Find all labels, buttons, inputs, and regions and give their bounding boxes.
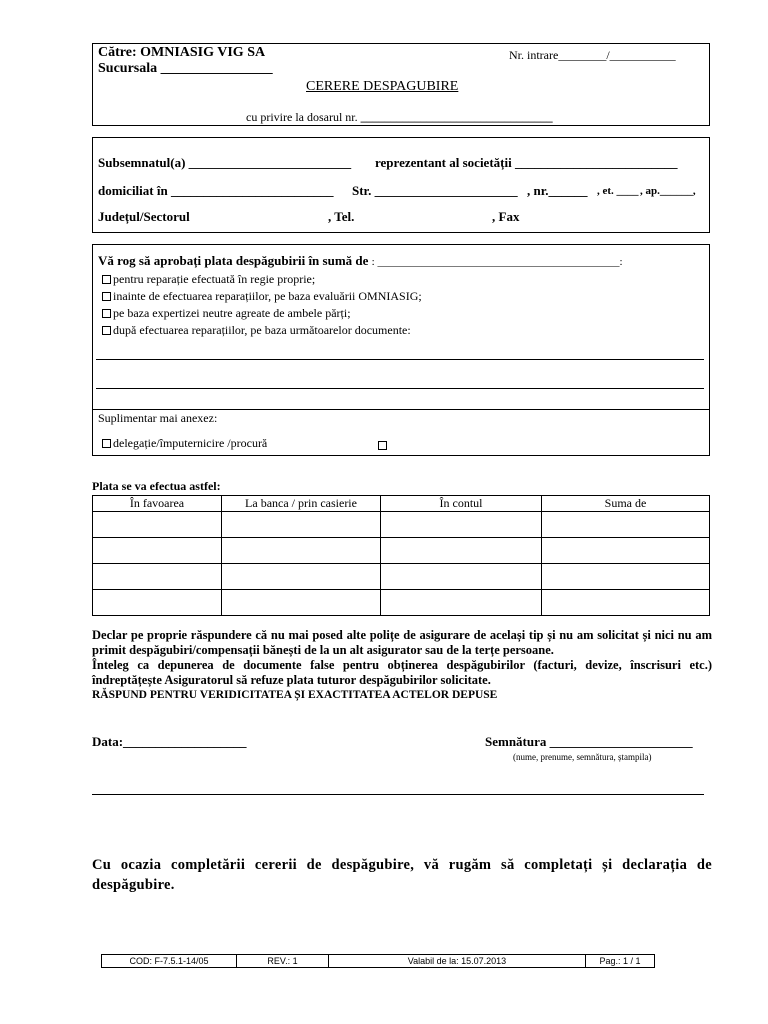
- table-cell[interactable]: [542, 538, 710, 564]
- request-box-divider: [92, 409, 710, 410]
- option-expertiza-neutra[interactable]: [102, 306, 351, 321]
- table-cell[interactable]: [542, 590, 710, 616]
- payment-table: [92, 495, 710, 616]
- tel-field[interactable]: , Tel.: [328, 209, 355, 224]
- page-title: CERERE DESPAGUBIRE: [306, 79, 459, 94]
- dosar-blank: ________________________________: [360, 110, 553, 124]
- table-cell[interactable]: [93, 538, 222, 564]
- fax-field[interactable]: , Fax: [492, 209, 520, 224]
- table-cell[interactable]: [542, 512, 710, 538]
- checkbox-delegatie[interactable]: [102, 439, 111, 448]
- document-footer: [101, 954, 655, 968]
- sucursala-field[interactable]: Sucursala ________________: [98, 61, 273, 76]
- suplimentar-label: Suplimentar mai anexez:: [98, 411, 218, 425]
- table-cell[interactable]: [542, 564, 710, 590]
- column-header-in-favoarea: În favoarea: [93, 496, 222, 512]
- request-heading[interactable]: [98, 253, 623, 269]
- table-cell[interactable]: [222, 590, 381, 616]
- table-cell[interactable]: [381, 564, 542, 590]
- request-heading-label: Vă rog să aprobați plata despăgubirii în sumă de: [98, 253, 369, 268]
- checkbox-regie-proprie[interactable]: [102, 275, 111, 284]
- catre-label: Către: OMNIASIG VIG SA: [98, 45, 266, 60]
- footer-pag: Pag.: 1 / 1: [586, 955, 655, 968]
- option-dupa-reparatii[interactable]: [102, 323, 411, 338]
- table-cell[interactable]: [381, 512, 542, 538]
- declaration-text: [92, 628, 712, 703]
- table-cell[interactable]: [93, 512, 222, 538]
- column-header-in-contul: În contul: [381, 496, 542, 512]
- dosar-label: cu privire la dosarul nr.: [246, 110, 358, 124]
- et-field[interactable]: , et. ____: [597, 185, 639, 197]
- column-header-suma: Suma de: [542, 496, 710, 512]
- reprezentant-field[interactable]: reprezentant al societății _________________________: [375, 155, 678, 170]
- option-evaluare-omniasig[interactable]: [102, 289, 422, 304]
- option-label: delegație/împuternicire /procură: [113, 436, 268, 450]
- column-header-banca: La banca / prin casierie: [222, 496, 381, 512]
- footer-valabil: Valabil de la: 15.07.2013: [329, 955, 586, 968]
- data-field[interactable]: Data:___________________: [92, 734, 247, 749]
- table-row: [93, 590, 710, 616]
- table-cell[interactable]: [381, 590, 542, 616]
- table-cell[interactable]: [222, 538, 381, 564]
- option-label: pe baza expertizei neutre agreate de ambele părți;: [113, 306, 351, 320]
- dosar-field[interactable]: [246, 110, 553, 125]
- table-cell[interactable]: [222, 564, 381, 590]
- checkbox-expertiza-neutra[interactable]: [102, 309, 111, 318]
- request-amount-blank: : ____________________________________________:: [371, 256, 623, 268]
- table-cell[interactable]: [381, 538, 542, 564]
- str-field[interactable]: Str. ______________________: [352, 183, 518, 198]
- table-row: [93, 538, 710, 564]
- documents-line-1[interactable]: [96, 359, 704, 360]
- nr-intrare-field[interactable]: Nr. intrare________/___________: [509, 48, 676, 62]
- option-label: după efectuarea reparațiilor, pe baza următoarelor documente:: [113, 323, 411, 337]
- semnatura-field[interactable]: Semnătura ______________________: [485, 734, 693, 749]
- subsemnatul-field[interactable]: Subsemnatul(a) _________________________: [98, 155, 352, 170]
- table-row: [93, 512, 710, 538]
- declaration-p3: RĂSPUND PENTRU VERIDICITATEA ȘI EXACTITATEA ACTELOR DEPUSE: [92, 689, 498, 701]
- checkbox-extra[interactable]: [378, 437, 389, 455]
- table-row: [93, 564, 710, 590]
- judetul-field[interactable]: Județul/Sectorul: [98, 209, 190, 224]
- nr-field[interactable]: , nr.______: [527, 183, 588, 198]
- option-delegatie[interactable]: [102, 436, 267, 451]
- checkbox-dupa-reparatii[interactable]: [102, 326, 111, 335]
- declaration-p1: Declar pe proprie răspundere că nu mai posed alte polițe de asigurare de același tip și nu am solicitat și nici nu am primit despăgubiri/compensații bănești de la un alt asigurator sau de la terțe persoane.: [92, 628, 712, 657]
- footer-cod: COD: F-7.5.1-14/05: [102, 955, 237, 968]
- option-label: pentru reparație efectuată în regie proprie;: [113, 272, 316, 286]
- payment-label: Plata se va efectua astfel:: [92, 479, 221, 493]
- option-label: inainte de efectuarea reparațiilor, pe baza evaluării OMNIASIG;: [113, 289, 422, 303]
- domiciliat-field[interactable]: domiciliat în _________________________: [98, 183, 334, 198]
- footer-rev: REV.: 1: [237, 955, 329, 968]
- semnatura-note: (nume, prenume, semnătura, ștampila): [513, 752, 652, 762]
- checkbox-evaluare-omniasig[interactable]: [102, 292, 111, 301]
- signature-separator: [92, 794, 704, 795]
- table-cell[interactable]: [93, 590, 222, 616]
- documents-line-2[interactable]: [96, 388, 704, 389]
- ap-field[interactable]: , ap.______,: [640, 185, 696, 197]
- table-cell[interactable]: [93, 564, 222, 590]
- option-regie-proprie[interactable]: [102, 272, 315, 287]
- footer-note: Cu ocazia completării cererii de despăgubire, vă rugăm să completați și declarația de despăgubire.: [92, 857, 712, 893]
- declaration-p2: Înteleg ca depunerea de documente false pentru obținerea despăgubirilor (facturi, devize, înscrisuri etc.) îndreptățește Asiguratorul să refuze plata tuturor despăgubirilor solicitate.: [92, 658, 712, 687]
- table-cell[interactable]: [222, 512, 381, 538]
